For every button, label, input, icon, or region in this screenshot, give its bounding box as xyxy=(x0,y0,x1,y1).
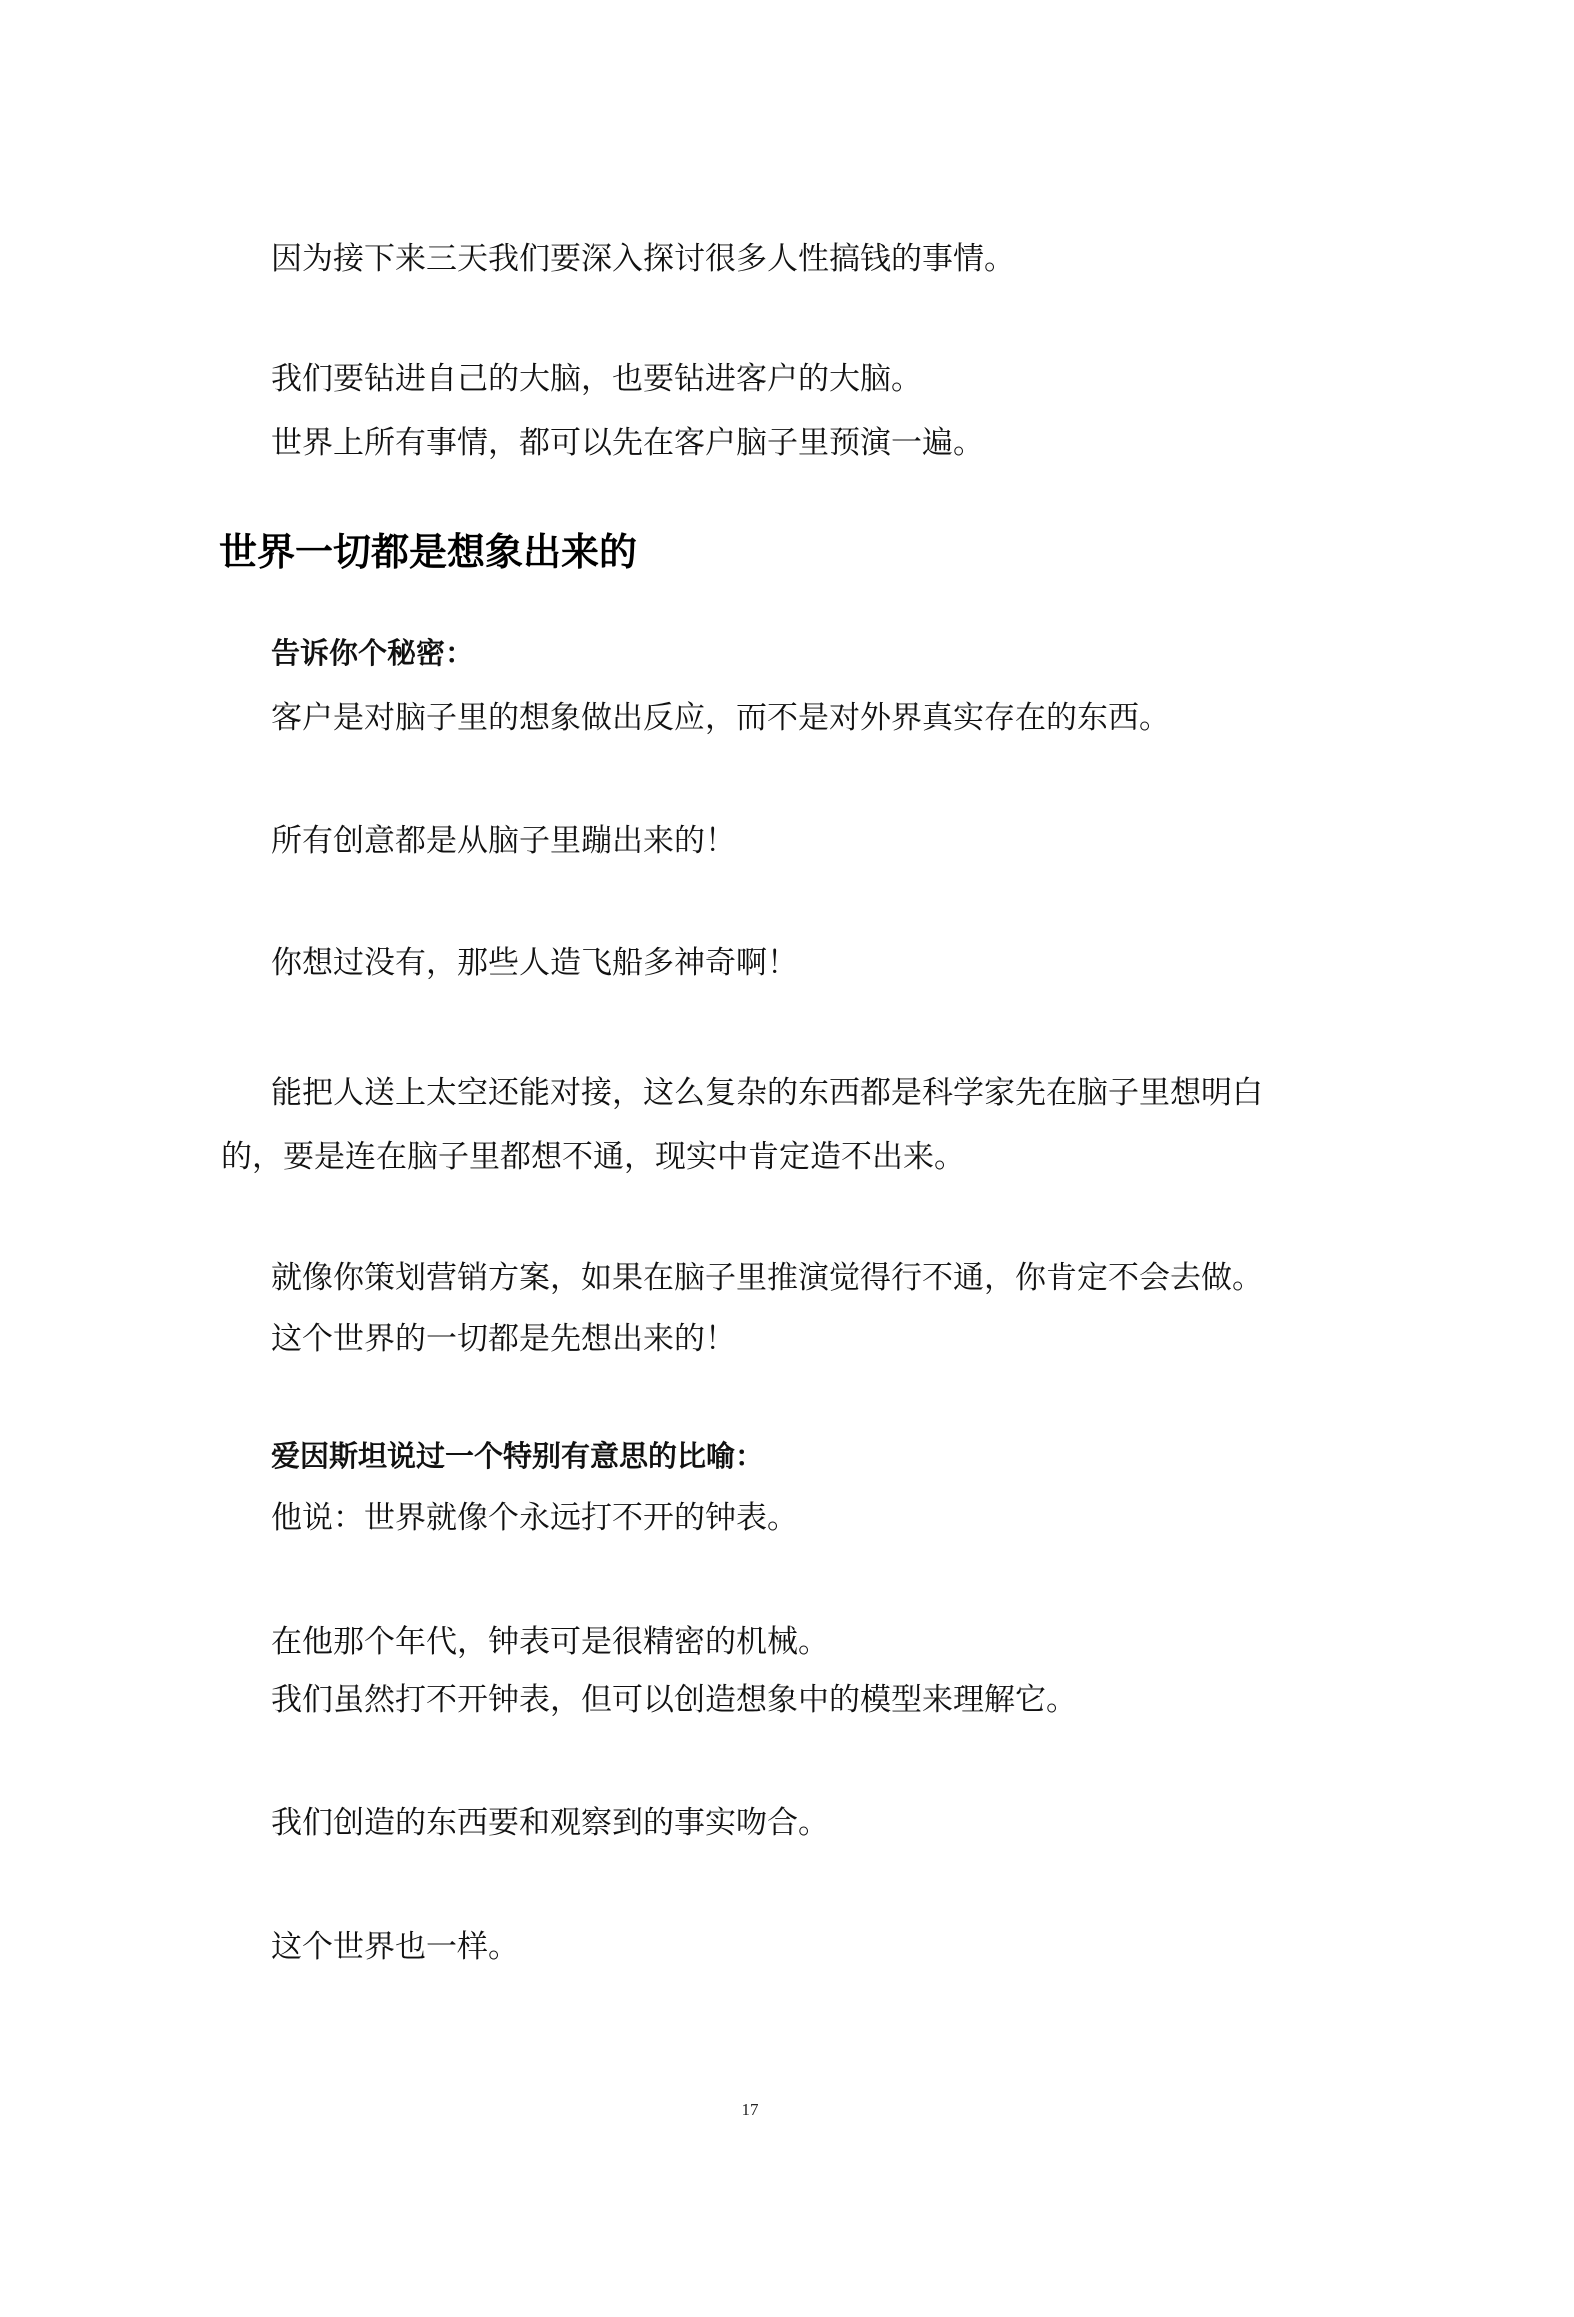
page-number: 17 xyxy=(741,2100,759,2119)
paragraph: 他说：世界就像个永远打不开的钟表。 xyxy=(271,1500,798,1536)
paragraph: 的，要是连在脑子里都想不通，现实中肯定造不出来。 xyxy=(221,1139,965,1175)
paragraph: 就像你策划营销方案，如果在脑子里推演觉得行不通，你肯定不会去做。 xyxy=(271,1260,1263,1296)
paragraph: 因为接下来三天我们要深入探讨很多人性搞钱的事情。 xyxy=(271,241,1015,277)
paragraph: 我们要钻进自己的大脑，也要钻进客户的大脑。 xyxy=(271,361,922,397)
paragraph: 世界上所有事情，都可以先在客户脑子里预演一遍。 xyxy=(271,425,984,461)
subheading: 爱因斯坦说过一个特别有意思的比喻： xyxy=(271,1439,765,1473)
section-heading: 世界一切都是想象出来的 xyxy=(219,530,638,574)
paragraph: 这个世界也一样。 xyxy=(271,1929,519,1965)
subheading: 告诉你个秘密： xyxy=(271,636,475,670)
paragraph: 我们虽然打不开钟表，但可以创造想象中的模型来理解它。 xyxy=(271,1682,1077,1718)
paragraph: 你想过没有，那些人造飞船多神奇啊！ xyxy=(271,945,798,981)
paragraph: 客户是对脑子里的想象做出反应，而不是对外界真实存在的东西。 xyxy=(271,700,1170,736)
paragraph: 能把人送上太空还能对接，这么复杂的东西都是科学家先在脑子里想明白 xyxy=(271,1075,1263,1111)
paragraph: 这个世界的一切都是先想出来的！ xyxy=(271,1321,736,1357)
paragraph: 我们创造的东西要和观察到的事实吻合。 xyxy=(271,1805,829,1841)
paragraph: 在他那个年代，钟表可是很精密的机械。 xyxy=(271,1624,829,1660)
paragraph: 所有创意都是从脑子里蹦出来的！ xyxy=(271,823,736,859)
